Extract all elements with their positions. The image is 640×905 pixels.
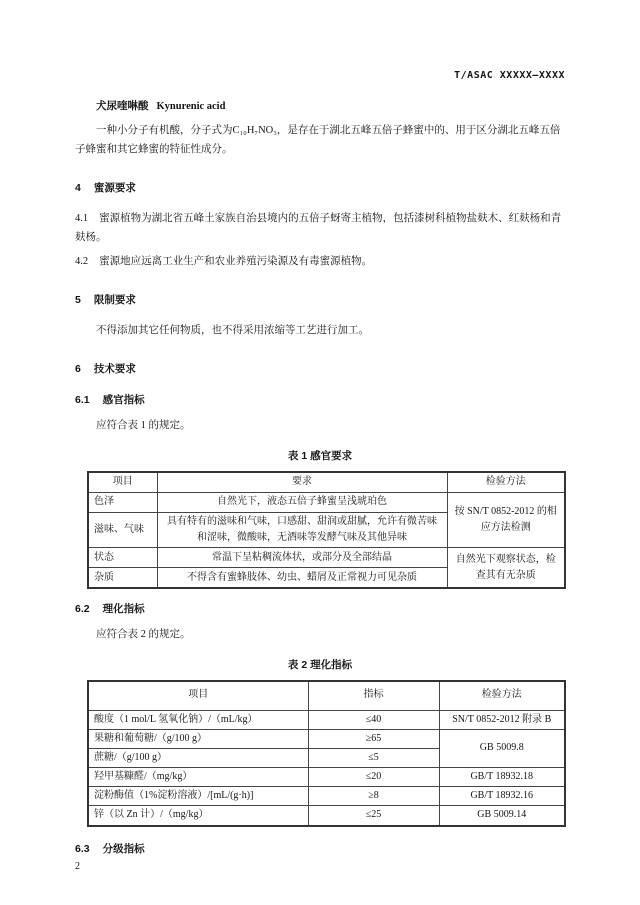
term-zh: 犬尿喹啉酸	[96, 101, 149, 112]
section-title: 技术要求	[93, 362, 136, 375]
col-header-item: 项目	[88, 472, 157, 493]
cell-value: ≥8	[308, 787, 439, 806]
cell-method: GB/T 18932.16	[439, 787, 565, 806]
clause-text: 蜜源植物为湖北省五峰土家族自治县境内的五倍子蚜寄主植物，包括漆树科植物盐麸木、红麸杨和青麸杨。	[75, 213, 562, 244]
col-header-value: 指标	[308, 681, 439, 711]
section-6-3-heading	[75, 842, 565, 858]
table-row	[88, 787, 565, 806]
table-row	[88, 710, 565, 729]
clause-4-1	[75, 210, 565, 248]
table-row	[88, 806, 565, 826]
col-header-requirement: 要求	[157, 472, 447, 493]
section-number: 6.2	[75, 603, 90, 616]
cell-item: 状态	[88, 548, 157, 568]
section-6-1-heading	[75, 393, 565, 409]
col-header-method: 检验方法	[439, 681, 565, 711]
doc-code-header: T/ASAC XXXXX—XXXX	[454, 70, 565, 81]
section-4-heading	[75, 181, 565, 197]
cell-requirement: 自然光下，液态五倍子蜂蜜呈浅琥珀色	[157, 492, 447, 512]
section-title: 限制要求	[93, 294, 136, 307]
cell-value: ≤20	[308, 768, 439, 787]
table-row	[88, 768, 565, 787]
cell-item: 淀粉酶值（1%淀粉溶液）/[mL/(g·h)]	[88, 787, 308, 806]
section-title: 蜜源要求	[93, 181, 136, 194]
cell-method: GB/T 18932.18	[439, 768, 565, 787]
section-6-2-heading	[75, 602, 565, 618]
cell-requirement: 不得含有蜜蜂肢体、幼虫、蜡屑及正常视力可见杂质	[157, 568, 447, 589]
term-heading	[75, 98, 565, 117]
clause-text: 蜜源地应远离工业生产和农业养殖污染源及有毒蜜源植物。	[99, 256, 373, 268]
section-title: 感官指标	[102, 394, 145, 407]
cell-item: 色泽	[88, 492, 157, 512]
cell-value: ≤25	[308, 806, 439, 826]
section-number: 6.3	[75, 842, 90, 855]
table-header-row	[88, 681, 565, 711]
table-1-note: 应符合表 1 的规定。	[96, 420, 191, 432]
cell-item: 羟甲基糠醛/（mg/kg）	[88, 768, 308, 787]
cell-method: GB 5009.14	[439, 806, 565, 826]
cell-item: 果糖和葡萄糖/（g/100 g）	[88, 729, 308, 748]
clause-number: 4.1	[75, 213, 89, 225]
page-number: 2	[75, 861, 80, 873]
section-5-text: 不得添加其它任何物质，也不得采用浓缩等工艺进行加工。	[96, 324, 369, 336]
cell-requirement: 具有特有的滋味和气味，口感甜、甜润或甜腻，允许有微苦味和涩味，微酸味，无酒味等发酵气味及其他异味	[157, 512, 447, 547]
cell-item: 蔗糖/（g/100 g）	[88, 748, 308, 767]
cell-value: ≥65	[308, 729, 439, 748]
cell-value: ≤5	[308, 748, 439, 767]
physicochemical-indicators-table	[87, 680, 566, 827]
cell-method: SN/T 0852-2012 附录 B	[439, 710, 565, 729]
section-5-heading	[75, 293, 565, 309]
cell-item: 滋味、气味	[88, 512, 157, 547]
table-header-row	[88, 472, 565, 493]
table-1-caption: 表 1 感官要求	[287, 450, 353, 463]
cell-method: 按 SN/T 0852-2012 的相应方法检测	[447, 492, 565, 547]
cell-method: GB 5009.8	[439, 729, 565, 767]
section-6-heading	[75, 362, 565, 378]
cell-item: 锌（以 Zn 计）/（mg/kg）	[88, 806, 308, 826]
table-row	[88, 729, 565, 748]
col-header-method: 检验方法	[447, 472, 565, 493]
section-number: 5	[75, 294, 81, 307]
section-title: 理化指标	[102, 603, 145, 616]
col-header-item: 项目	[88, 681, 308, 711]
table-2-caption: 表 2 理化指标	[287, 658, 353, 671]
term-definition: 一种小分子有机酸，分子式为C₁₀H₇NO₃，是存在于湖北五峰五倍子蜂蜜中的、用于区分湖北五峰五倍子蜂蜜和其它蜂蜜的特征性成分。	[75, 124, 561, 155]
section-number: 4	[75, 181, 81, 194]
section-number: 6.1	[75, 394, 90, 407]
cell-item: 酸度（1 mol/L 氢氧化钠）/（mL/kg）	[88, 710, 308, 729]
table-row	[88, 548, 565, 568]
sensory-requirements-table	[87, 471, 566, 589]
table-row	[88, 492, 565, 512]
clause-4-2	[75, 253, 565, 272]
clause-number: 4.2	[75, 256, 89, 268]
cell-item: 杂质	[88, 568, 157, 589]
cell-value: ≤40	[308, 710, 439, 729]
cell-requirement: 常温下呈粘稠流体状，或部分及全部结晶	[157, 548, 447, 568]
section-number: 6	[75, 362, 81, 375]
section-title: 分级指标	[102, 842, 145, 855]
term-en: Kynurenic acid	[156, 101, 226, 112]
table-2-note: 应符合表 2 的规定。	[96, 628, 191, 640]
cell-method: 自然光下观察状态，检查其有无杂质	[447, 548, 565, 589]
